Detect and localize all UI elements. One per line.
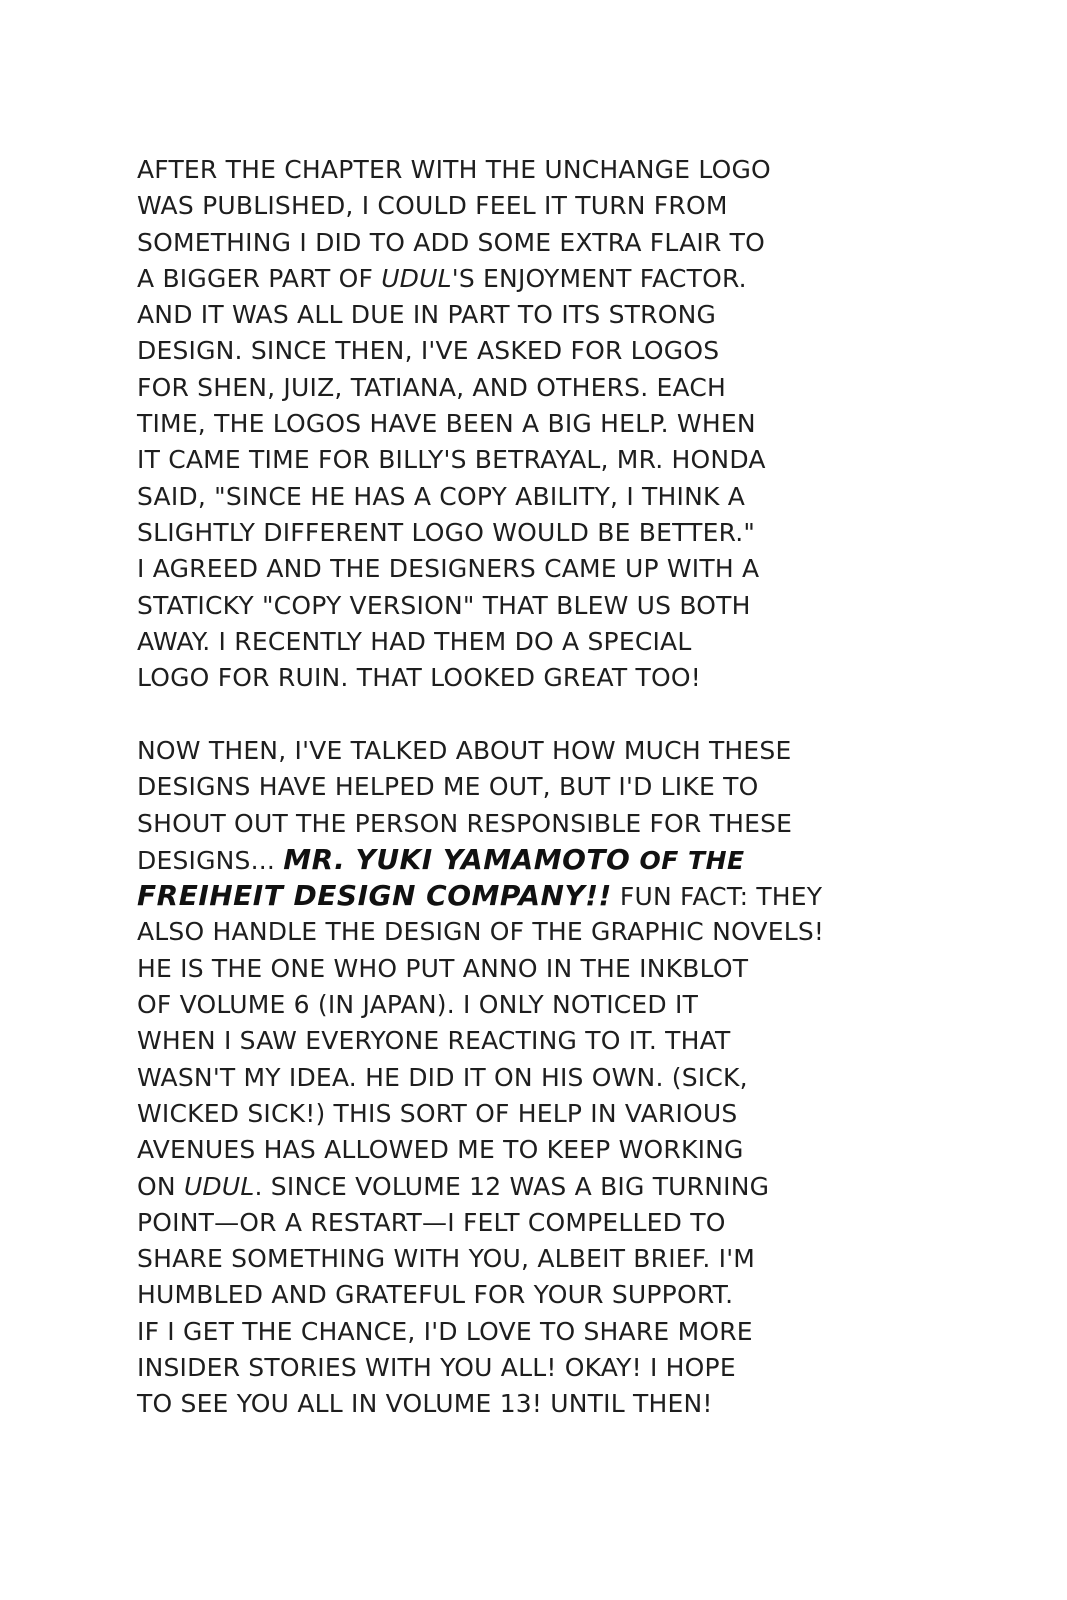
- text-run: DESIGNS...: [137, 845, 284, 875]
- text-line: [137, 479, 957, 515]
- series-title-text: UDUL: [381, 263, 452, 293]
- text-run: TIME, THE LOGOS HAVE BEEN A BIG HELP. WHEN: [137, 409, 756, 439]
- text-run: LOGO FOR RUIN. THAT LOOKED GREAT TOO!: [137, 663, 701, 693]
- text-run: HE IS THE ONE WHO PUT ANNO IN THE INKBLOT: [137, 953, 749, 983]
- text-line: [137, 551, 957, 587]
- text-run: 'S ENJOYMENT FACTOR.: [451, 263, 747, 293]
- text-line: [137, 769, 957, 805]
- text-line: [137, 1205, 957, 1241]
- text-line: [137, 225, 957, 261]
- text-line: [137, 1169, 957, 1205]
- company-name-emphasis: FREIHEIT DESIGN COMPANY!!: [137, 879, 612, 913]
- text-line: [137, 370, 957, 406]
- text-run: SHARE SOMETHING WITH YOU, ALBEIT BRIEF. I'M: [137, 1244, 756, 1274]
- afterword-paragraph-2: [137, 733, 957, 1423]
- designer-name-emphasis: MR. YUKI YAMAMOTO: [283, 842, 631, 876]
- text-line: [137, 588, 957, 624]
- text-run: I AGREED AND THE DESIGNERS CAME UP WITH A: [137, 554, 760, 584]
- text-run: ON: [137, 1171, 184, 1201]
- text-run: WAS PUBLISHED, I COULD FEEL IT TURN FROM: [137, 191, 728, 221]
- text-run: AVENUES HAS ALLOWED ME TO KEEP WORKING: [137, 1135, 744, 1165]
- text-run: SOMETHING I DID TO ADD SOME EXTRA FLAIR TO: [137, 227, 766, 257]
- text-run: . SINCE VOLUME 12 WAS A BIG TURNING: [254, 1171, 770, 1201]
- text-line: [137, 1350, 957, 1386]
- text-line: [137, 1060, 957, 1096]
- series-title-text: UDUL: [183, 1171, 255, 1201]
- text-run: HUMBLED AND GRATEFUL FOR YOUR SUPPORT.: [137, 1280, 734, 1310]
- text-run: WASN'T MY IDEA. HE DID IT ON HIS OWN. (SICK,: [137, 1062, 748, 1092]
- text-line: [137, 515, 957, 551]
- text-run: STATICKY "COPY VERSION" THAT BLEW US BOTH: [137, 590, 751, 620]
- text-line: [137, 914, 957, 950]
- text-line: [137, 152, 957, 188]
- text-line: [137, 1132, 957, 1168]
- text-line: [137, 878, 957, 914]
- text-run: SHOUT OUT THE PERSON RESPONSIBLE FOR THESE: [137, 808, 793, 838]
- text-line: [137, 297, 957, 333]
- text-line: [137, 660, 957, 696]
- text-line: [137, 1241, 957, 1277]
- text-run: IT CAME TIME FOR BILLY'S BETRAYAL, MR. HONDA: [137, 445, 766, 475]
- text-run: AWAY. I RECENTLY HAD THEM DO A SPECIAL: [137, 626, 692, 656]
- text-line: [137, 1023, 957, 1059]
- text-run: DESIGNS HAVE HELPED ME OUT, BUT I'D LIKE TO: [137, 772, 759, 802]
- text-run: SLIGHTLY DIFFERENT LOGO WOULD BE BETTER.": [137, 517, 756, 547]
- text-run: TO SEE YOU ALL IN VOLUME 13! UNTIL THEN!: [137, 1389, 713, 1419]
- text-line: [137, 842, 957, 878]
- text-line: [137, 806, 957, 842]
- text-line: [137, 1096, 957, 1132]
- text-line: [137, 987, 957, 1023]
- text-run: OF VOLUME 6 (IN JAPAN). I ONLY NOTICED IT: [137, 990, 699, 1020]
- text-run: DESIGN. SINCE THEN, I'VE ASKED FOR LOGOS: [137, 336, 720, 366]
- text-line: [137, 624, 957, 660]
- text-line: [137, 1277, 957, 1313]
- text-line: [137, 261, 957, 297]
- text-run: IF I GET THE CHANCE, I'D LOVE TO SHARE MORE: [137, 1316, 753, 1346]
- text-run: ALSO HANDLE THE DESIGN OF THE GRAPHIC NOVELS!: [137, 917, 825, 947]
- text-line: [137, 733, 957, 769]
- text-line: [137, 442, 957, 478]
- text-line: [137, 951, 957, 987]
- text-run: FOR SHEN, JUIZ, TATIANA, AND OTHERS. EACH: [137, 372, 727, 402]
- text-run: AND IT WAS ALL DUE IN PART TO ITS STRONG: [137, 300, 717, 330]
- designer-name-emphasis-tail: OF THE: [630, 845, 745, 875]
- text-line: [137, 406, 957, 442]
- text-run: NOW THEN, I'VE TALKED ABOUT HOW MUCH THESE: [137, 736, 792, 765]
- text-line: [137, 188, 957, 224]
- text-run: POINT—OR A RESTART—I FELT COMPELLED TO: [137, 1207, 726, 1237]
- text-run: WHEN I SAW EVERYONE REACTING TO IT. THAT: [137, 1026, 731, 1056]
- text-line: [137, 1314, 957, 1350]
- text-line: [137, 1386, 957, 1422]
- text-run: WICKED SICK!) THIS SORT OF HELP IN VARIOUS: [137, 1098, 738, 1128]
- text-run: SAID, "SINCE HE HAS A COPY ABILITY, I THINK A: [137, 481, 746, 511]
- text-line: [137, 333, 957, 369]
- text-run: FUN FACT: THEY: [611, 882, 823, 912]
- text-run: INSIDER STORIES WITH YOU ALL! OKAY! I HOPE: [137, 1353, 736, 1383]
- afterword-paragraph-1: [137, 152, 957, 696]
- text-run: AFTER THE CHAPTER WITH THE UNCHANGE LOGO: [137, 155, 771, 184]
- text-run: A BIGGER PART OF: [137, 263, 382, 293]
